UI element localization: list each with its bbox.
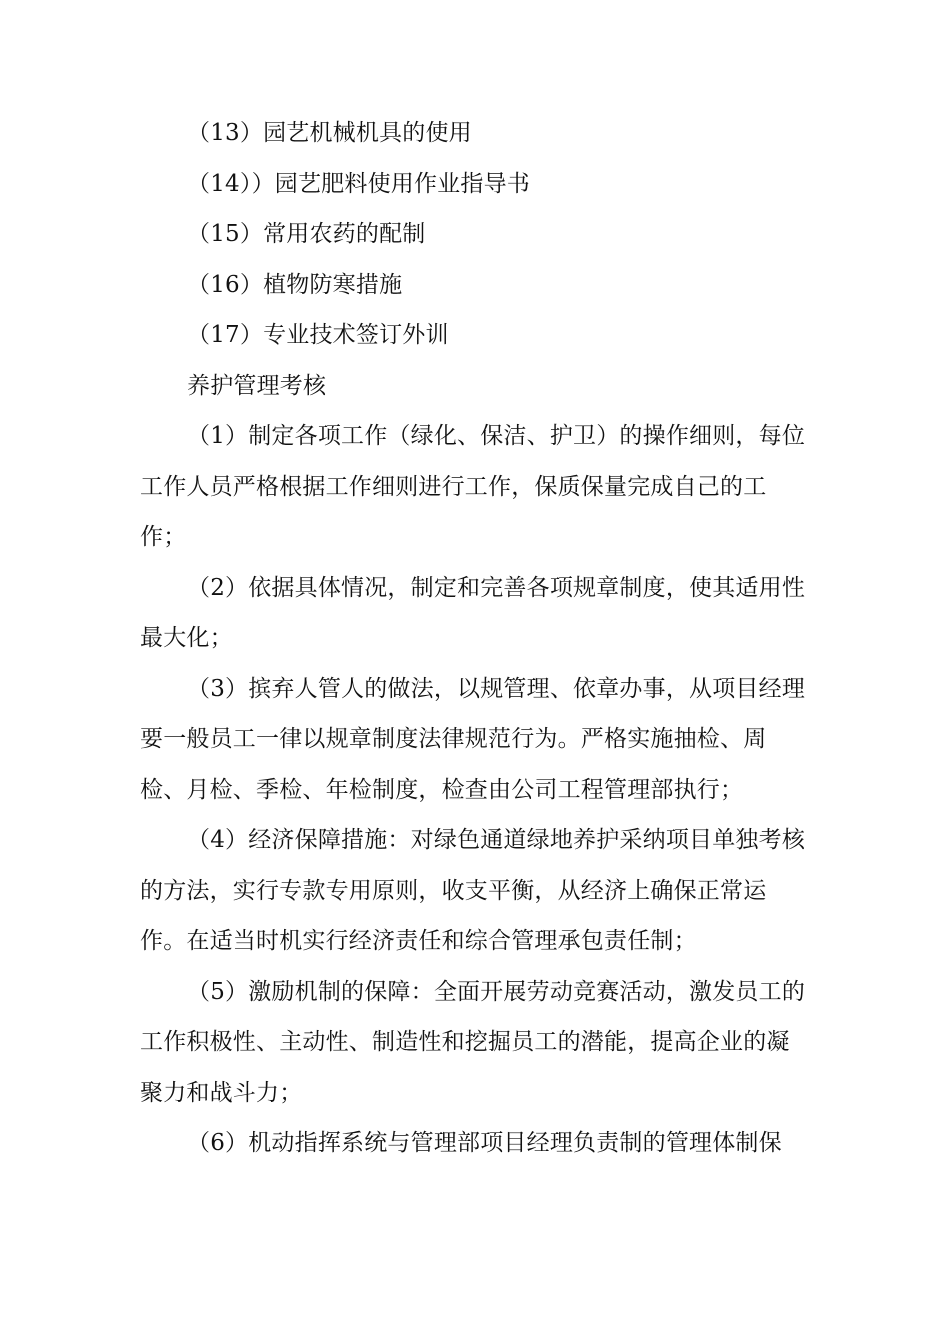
list-item-17: （17）专业技术签订外训 [187, 322, 449, 348]
paragraph-3 [140, 664, 820, 816]
list-item-16: （16）植物防寒措施 [187, 271, 403, 298]
paragraph-2 [140, 563, 820, 664]
paragraph-line: （6）机动指挥系统与管理部项目经理负责制的管理体制保 [187, 1130, 782, 1156]
list-item-13: （13）园艺机械机具的使用 [187, 120, 472, 146]
paragraph-6 [140, 1118, 820, 1169]
paragraph-line: 要一般员工一律以规章制度法律规范行为。严格实施抽检、周 [140, 726, 767, 752]
paragraph-line: 作； [140, 524, 187, 550]
paragraph-5 [140, 967, 820, 1119]
paragraph-line: （3）摈弃人管人的做法，以规管理、依章办事，从项目经理 [187, 675, 806, 702]
paragraph-line: 最大化； [140, 625, 233, 651]
paragraph-line: 工作积极性、主动性、制造性和挖掘员工的潜能，提高企业的凝 [140, 1029, 790, 1055]
paragraph-line: 作。在适当时机实行经济责任和综合管理承包责任制； [140, 928, 697, 954]
paragraph-line: 工作人员严格根据工作细则进行工作，保质保量完成自己的工 [140, 473, 767, 500]
paragraph-1 [140, 411, 820, 563]
paragraph-4 [140, 815, 820, 967]
paragraph-line: 聚力和战斗力； [140, 1079, 303, 1106]
paragraph-line: 检、月检、季检、年检制度，检查由公司工程管理部执行； [140, 776, 744, 803]
section-heading: 养护管理考核 [187, 372, 327, 399]
paragraph-line: （2）依据具体情况，制定和完善各项规章制度，使其适用性 [187, 574, 806, 601]
list-item-15: （15）常用农药的配制 [187, 221, 426, 247]
paragraph-line: （5）激励机制的保障：全面开展劳动竞赛活动，激发员工的 [187, 978, 806, 1005]
document-body [140, 108, 820, 1169]
paragraph-line: 的方法，实行专款专用原则，收支平衡，从经济上确保正常运 [140, 877, 767, 904]
paragraph-line: （1）制定各项工作（绿化、保洁、护卫）的操作细则，每位 [187, 423, 806, 449]
list-item-14: （14））园艺肥料使用作业指导书 [187, 170, 530, 197]
paragraph-line: （4）经济保障措施：对绿色通道绿地养护采纳项目单独考核 [187, 827, 806, 853]
